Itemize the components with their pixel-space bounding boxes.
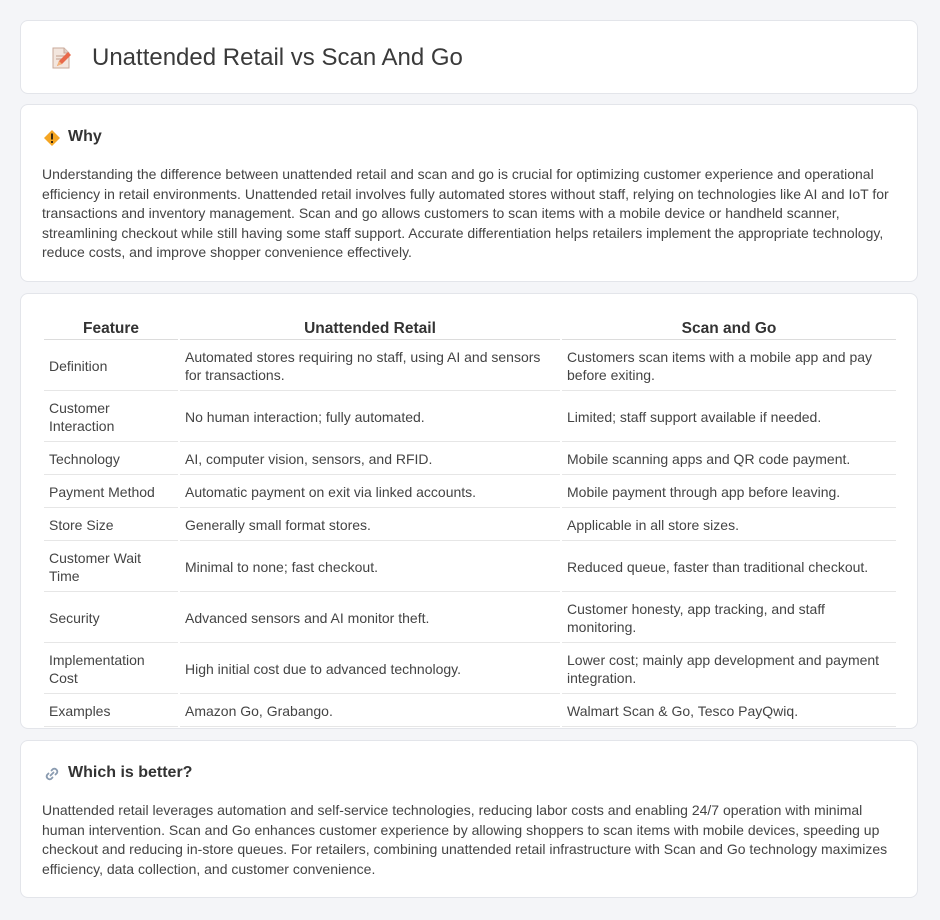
row-unattended-retail: AI, computer vision, sensors, and RFID.	[180, 444, 560, 475]
header-feature: Feature	[44, 318, 178, 340]
row-scan-and-go: Applicable in all store sizes.	[562, 510, 896, 541]
link-icon	[43, 765, 61, 783]
row-unattended-retail: High initial cost due to advanced technology.	[180, 645, 560, 694]
table-row	[44, 543, 896, 592]
row-unattended-retail: Minimal to none; fast checkout.	[180, 543, 560, 592]
table-row	[44, 444, 896, 475]
why-body: Understanding the difference between unattended retail and scan and go is crucial for optimizing customer experience and operational efficiency in retail environments. Unattended retail involves fully automated stores without staff, relying on technologies like AI and IoT for transactions and inventory management. Scan and go allows customers to scan items with a mobile device or handheld scanner, streamlining checkout while still having some staff support. Accurate differentiation helps retailers implement the appropriate technology, reduce costs, and improve shopper convenience effectively.	[42, 166, 889, 261]
table-header-row	[44, 318, 896, 340]
row-unattended-retail: Generally small format stores.	[180, 510, 560, 541]
table-row	[44, 594, 896, 643]
why-title: Why	[68, 128, 102, 145]
row-scan-and-go: Customers scan items with a mobile app and pay before exiting.	[562, 342, 896, 391]
document-pencil-icon	[48, 45, 74, 71]
row-feature: Customer Interaction	[44, 393, 178, 442]
page-title: Unattended Retail vs Scan And Go	[92, 44, 463, 71]
row-scan-and-go: Mobile payment through app before leaving.	[562, 477, 896, 508]
row-feature: Store Size	[44, 510, 178, 541]
which-is-better-section	[20, 740, 918, 898]
comparison-card	[20, 293, 918, 729]
better-body: Unattended retail leverages automation and self-service technologies, reducing labor costs and enabling 24/7 operation with minimal human intervention. Scan and Go enhances customer experience by allowing shoppers to scan items with mobile devices, speeding up checkout and reducing in-store queues. For retailers, combining unattended retail infrastructure with Scan and Go technology maximizes efficiency, data collection, and customer convenience.	[42, 802, 888, 877]
table-row	[44, 477, 896, 508]
comparison-table	[42, 316, 898, 729]
table-row	[44, 342, 896, 391]
row-scan-and-go: Limited; staff support available if needed.	[562, 393, 896, 442]
row-scan-and-go: Lower cost; mainly app development and payment integration.	[562, 645, 896, 694]
row-feature: Definition	[44, 342, 178, 391]
row-unattended-retail: Automatic payment on exit via linked accounts.	[180, 477, 560, 508]
better-title: Which is better?	[68, 764, 193, 781]
row-feature: Security	[44, 594, 178, 643]
row-scan-and-go: Reduced queue, faster than traditional checkout.	[562, 543, 896, 592]
row-feature: Customer Wait Time	[44, 543, 178, 592]
row-feature: Technology	[44, 444, 178, 475]
header-unattended-retail: Unattended Retail	[180, 318, 560, 340]
row-scan-and-go: Mobile scanning apps and QR code payment.	[562, 444, 896, 475]
row-unattended-retail: Advanced sensors and AI monitor theft.	[180, 594, 560, 643]
warning-diamond-icon	[43, 129, 61, 147]
table-row	[44, 645, 896, 694]
row-feature: Implementation Cost	[44, 645, 178, 694]
row-scan-and-go: Customer honesty, app tracking, and staff monitoring.	[562, 594, 896, 643]
table-row	[44, 510, 896, 541]
row-feature: Examples	[44, 696, 178, 727]
row-scan-and-go: Walmart Scan & Go, Tesco PayQwiq.	[562, 696, 896, 727]
row-unattended-retail: Amazon Go, Grabango.	[180, 696, 560, 727]
header-scan-and-go: Scan and Go	[562, 318, 896, 340]
table-row	[44, 393, 896, 442]
header-card	[20, 20, 918, 94]
row-feature: Payment Method	[44, 477, 178, 508]
why-section	[20, 104, 918, 282]
table-row	[44, 696, 896, 727]
row-unattended-retail: Automated stores requiring no staff, using AI and sensors for transactions.	[180, 342, 560, 391]
row-unattended-retail: No human interaction; fully automated.	[180, 393, 560, 442]
